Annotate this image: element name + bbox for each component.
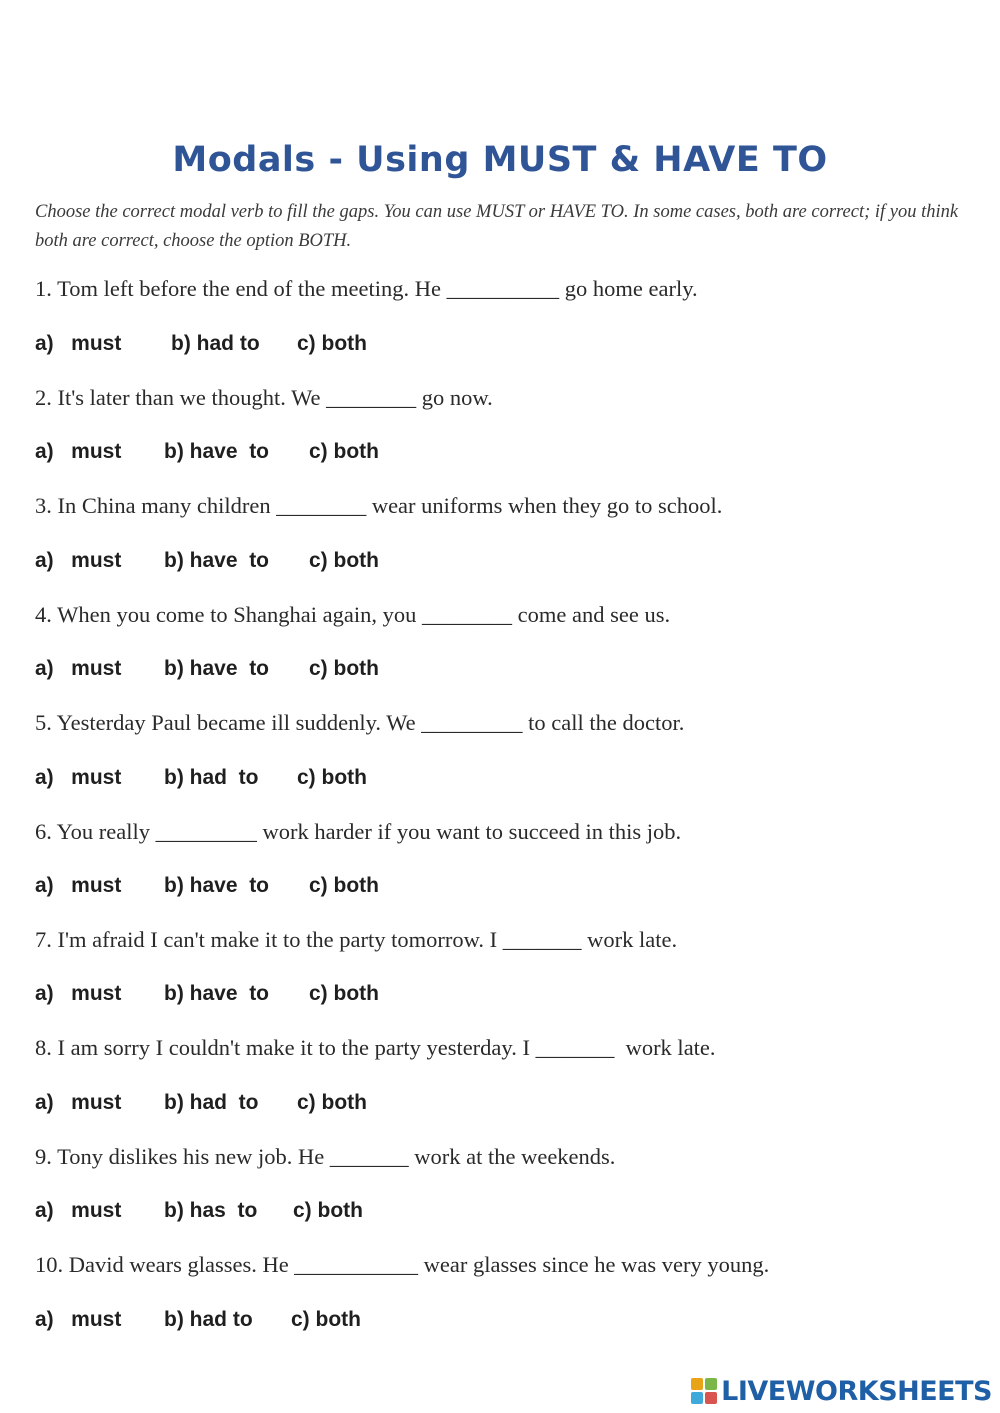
option-b[interactable]: b) had to bbox=[164, 1091, 259, 1114]
option-b[interactable]: b) have to bbox=[164, 440, 270, 463]
option-c[interactable]: c) both bbox=[309, 982, 379, 1005]
page-title: Modals - Using MUST & HAVE TO bbox=[172, 140, 828, 180]
instructions: Choose the correct modal verb to fill the gaps. You can use MUST or HAVE TO. In some cases, both are correct; if you think both are correct, choose the option BOTH. bbox=[35, 202, 959, 251]
option-b[interactable]: b) have to bbox=[164, 874, 270, 897]
question-6-text: 6. You really _________ work harder if you want to succeed in this job. bbox=[35, 819, 682, 844]
option-a[interactable]: a) must bbox=[35, 549, 122, 572]
option-a[interactable]: a) must bbox=[35, 766, 122, 789]
option-c[interactable]: c) both bbox=[297, 1091, 367, 1114]
option-a[interactable]: a) must bbox=[35, 982, 122, 1005]
option-a[interactable]: a) must bbox=[35, 657, 122, 680]
liveworksheets-logo-icon bbox=[691, 1378, 717, 1404]
question-5-text: 5. Yesterday Paul became ill suddenly. We _________ to call the doctor. bbox=[35, 710, 685, 735]
question-1-text: 1. Tom left before the end of the meeting. He __________ go home early. bbox=[35, 276, 698, 301]
option-c[interactable]: c) both bbox=[309, 657, 379, 680]
option-b[interactable]: b) have to bbox=[164, 982, 270, 1005]
option-c[interactable]: c) both bbox=[309, 549, 379, 572]
option-c[interactable]: c) both bbox=[309, 440, 379, 463]
option-c[interactable]: c) both bbox=[297, 332, 367, 355]
option-b[interactable]: b) have to bbox=[164, 549, 270, 572]
option-a[interactable]: a) must bbox=[35, 1091, 122, 1114]
option-a[interactable]: a) must bbox=[35, 332, 122, 355]
option-c[interactable]: c) both bbox=[297, 766, 367, 789]
question-10-text: 10. David wears glasses. He ___________ wear glasses since he was very young. bbox=[35, 1252, 770, 1277]
option-b[interactable]: b) had to bbox=[171, 332, 260, 355]
option-b[interactable]: b) have to bbox=[164, 657, 270, 680]
option-a[interactable]: a) must bbox=[35, 874, 122, 897]
option-c[interactable]: c) both bbox=[291, 1308, 361, 1331]
option-b[interactable]: b) has to bbox=[164, 1199, 258, 1222]
question-2-text: 2. It's later than we thought. We ________ go now. bbox=[35, 385, 493, 410]
question-9-text: 9. Tony dislikes his new job. He _______ work at the weekends. bbox=[35, 1144, 616, 1169]
option-c[interactable]: c) both bbox=[309, 874, 379, 897]
option-c[interactable]: c) both bbox=[293, 1199, 363, 1222]
question-8-text: 8. I am sorry I couldn't make it to the party yesterday. I _______ work late. bbox=[35, 1035, 716, 1060]
question-7-text: 7. I'm afraid I can't make it to the party tomorrow. I _______ work late. bbox=[35, 927, 678, 952]
question-3-text: 3. In China many children ________ wear uniforms when they go to school. bbox=[35, 493, 723, 518]
watermark[interactable] bbox=[691, 1373, 992, 1409]
option-a[interactable]: a) must bbox=[35, 440, 122, 463]
option-a[interactable]: a) must bbox=[35, 1199, 122, 1222]
option-b[interactable]: b) had to bbox=[164, 1308, 253, 1331]
watermark-text: LIVEWORKSHEETS bbox=[721, 1375, 992, 1407]
question-4-text: 4. When you come to Shanghai again, you ________ come and see us. bbox=[35, 602, 671, 627]
option-b[interactable]: b) had to bbox=[164, 766, 259, 789]
option-a[interactable]: a) must bbox=[35, 1308, 122, 1331]
